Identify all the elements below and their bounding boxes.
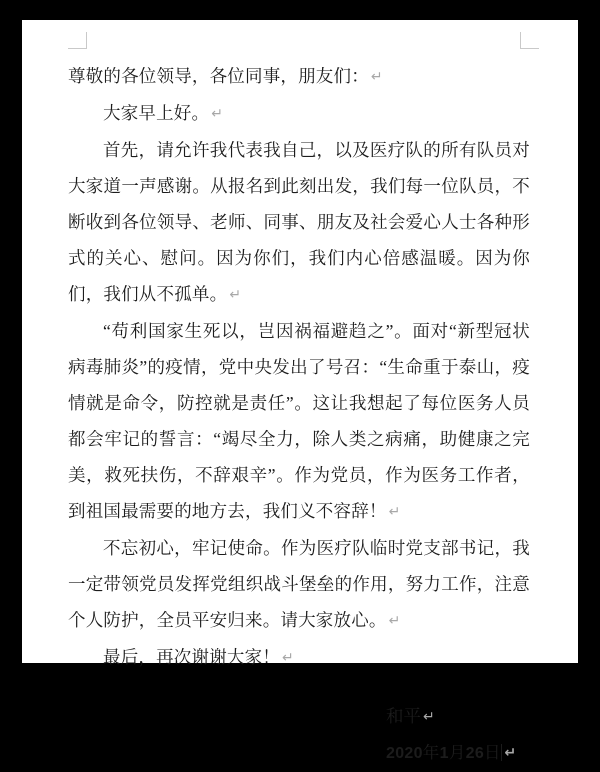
pilcrow-mark: ↵ [282,650,294,666]
margin-crop-mark-top-right [520,32,539,49]
pilcrow-mark: ↵ [504,745,517,761]
paragraph-closing[interactable] [68,639,530,676]
pilcrow-mark: ↵ [388,613,401,629]
date-year: 2020 [386,745,423,762]
pilcrow-mark: ↵ [423,709,435,725]
paragraph-text: 最后，再次谢谢大家！ [103,647,280,667]
paragraph-text: 首先，请允许我代表我自己，以及医疗队的所有队员对大家道一声感谢。从报名到此刻出发，我们每一位队员，不断收到各位领导、老师、同事、朋友及社会爱心人士各种形式的关心、慰问。因为你们，我们内心倍感温暖。因为你们，我们从不孤单。 [68,140,530,304]
date-month: 1 [439,745,449,762]
date-month-label: 月 [448,743,466,762]
pilcrow-mark: ↵ [229,287,242,303]
paragraph-greeting[interactable] [68,95,530,132]
date-day-label: 日 [484,743,501,762]
paragraph-pledge[interactable] [68,530,530,639]
signature-name: 和平 [386,706,421,726]
margin-crop-mark-top-left [68,32,87,49]
document-page [22,20,578,762]
paragraph-salutation[interactable] [68,58,530,95]
paragraph-text: “苟利国家生死以，岂因祸福避趋之”。面对“新型冠状病毒肺炎”的疫情，党中央发出了号召：“生命重于泰山，疫情就是命令，防控就是责任”。这让我想起了每位医务人员都会牢记的誓言：“竭尽全力，除人类之病痛，助健康之完美，救死扶伤，不辞艰辛”。作为党员，作为医务工作者，到祖国最需要的地方去，我们义不容辞！ [68,321,530,521]
pilcrow-mark: ↵ [388,504,401,520]
paragraph-oath[interactable] [68,313,530,530]
signature-spacer [68,676,530,698]
document-text-body[interactable] [68,58,530,772]
signature-name-line[interactable] [68,698,530,735]
date-year-label: 年 [422,743,440,762]
paragraph-text: 尊敬的各位领导，各位同事，朋友们： [68,66,369,86]
paragraph-thanks[interactable] [68,132,530,313]
paragraph-text: 大家早上好。 [103,103,210,123]
pilcrow-mark: ↵ [211,106,224,122]
signature-date-line[interactable] [68,735,530,772]
date-day: 26 [465,745,485,762]
pilcrow-mark: ↵ [370,69,383,85]
paragraph-text: 不忘初心，牢记使命。作为医疗队临时党支部书记，我一定带领党员发挥党组织战斗堡垒的作用，努力工作，注意个人防护，全员平安归来。请大家放心。 [68,538,530,630]
